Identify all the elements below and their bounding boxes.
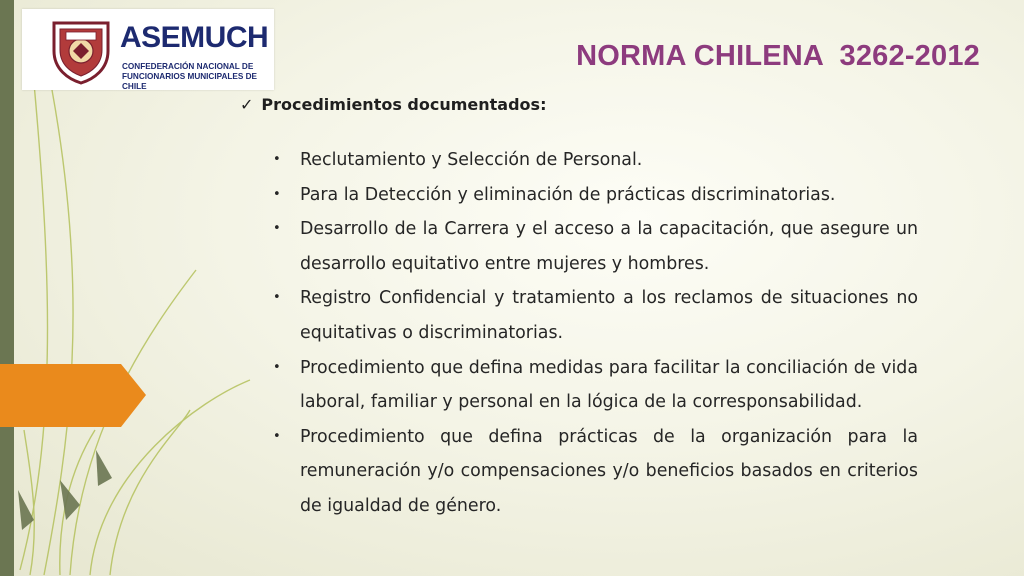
bullet-dot-icon: • [273,186,281,202]
list-item [273,420,918,524]
list-item-text: Procedimiento que defina prácticas de la organización para la remuneración y/o compensaciones y/o beneficios basados en criterios de igualdad de género. [300,426,918,516]
list-item-text: Desarrollo de la Carrera y el acceso a la capacitación, que asegure un desarrollo equitativo entre mujeres y hombres. [300,219,918,274]
shield-seal-icon [50,17,112,85]
list-item [273,281,918,350]
bullet-list [273,143,918,524]
bullet-dot-icon: • [273,152,281,167]
bullet-dot-icon: • [273,290,281,306]
list-item [273,143,918,178]
list-item-text: Reclutamiento y Selección de Personal. [300,150,643,170]
asemuch-logo [22,9,274,90]
bullet-dot-icon: • [273,428,281,444]
bullet-dot-icon: • [273,221,281,237]
list-item [273,351,918,420]
section-heading-text: Procedimientos documentados: [261,95,547,114]
bullet-dot-icon: • [273,359,281,375]
page-title: NORMA CHILENA 3262-2012 [576,40,980,72]
logo-title: ASEMUCH [120,21,269,54]
checkmark-icon: ✓ [240,95,254,114]
logo-subtitle: CONFEDERACIÓN NACIONAL DE FUNCIONARIOS MUNICIPALES DE CHILE [122,62,257,91]
list-item-text: Registro Confidencial y tratamiento a los reclamos de situaciones no equitativas o discriminatorias. [300,288,918,343]
orange-arrow-tab [0,364,146,427]
list-item-text: Procedimiento que defina medidas para facilitar la conciliación de vida laboral, familiar y personal en la lógica de la corresponsabilidad. [300,357,918,413]
list-item [273,178,918,213]
list-item-text: Para la Detección y eliminación de prácticas discriminatorias. [300,184,836,205]
section-heading [240,95,546,114]
list-item [273,212,918,281]
